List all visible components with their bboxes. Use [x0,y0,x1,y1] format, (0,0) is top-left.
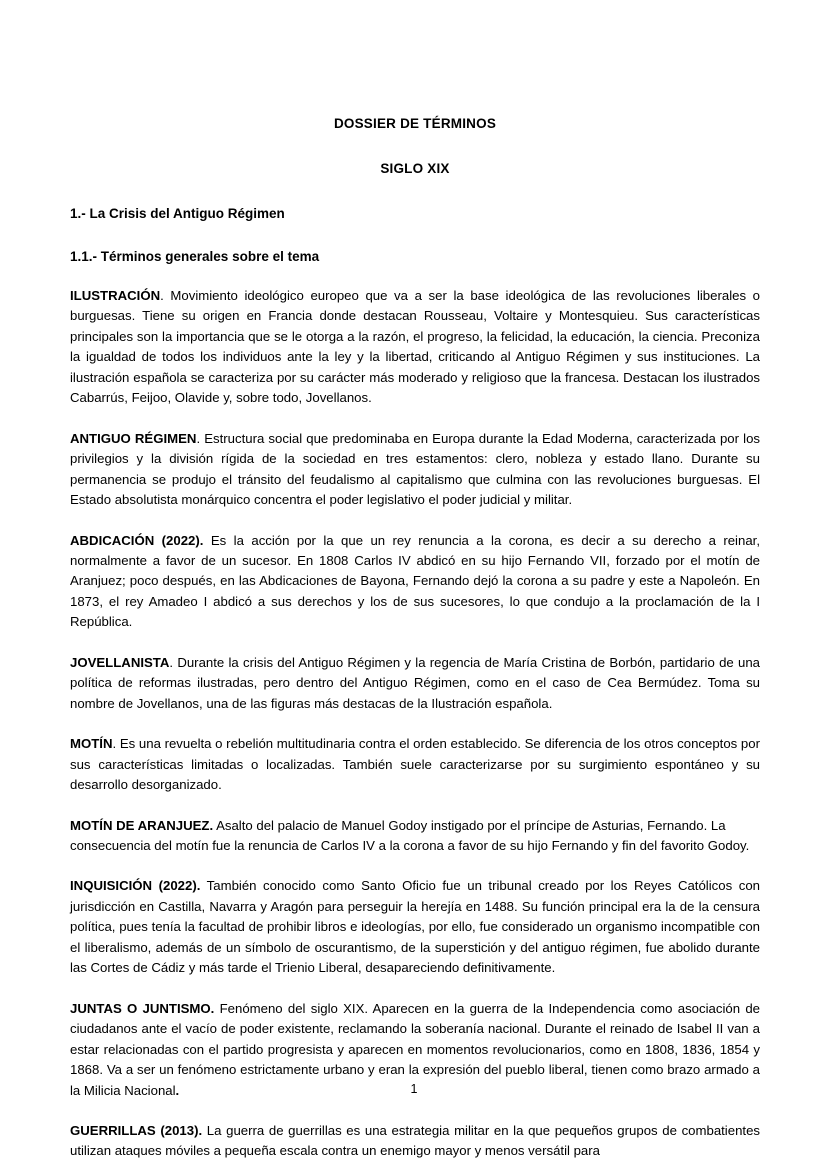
page-number: 1 [410,1082,418,1096]
term-label: MOTÍN DE ARANJUEZ. [70,817,214,833]
term-definition: Asalto del palacio de Manuel Godoy instigado por el príncipe de Asturias, Fernando. La consecuencia del motín fue la renuncia de Carlos IV a la corona a favor de su hijo Fernando y fin del favorito Godoy. [70,817,750,853]
term-definition: Es la acción por la que un rey renuncia a la corona, es decir a su derecho a reinar, normalmente a favor de un sucesor. En 1808 Carlos IV abdicó en su hijo Fernando VII, forzado por el motín de Aranjuez; poco después, en las Abdicaciones de Bayona, Fernando dejó la corona a su padre y este a Napoleón. En 1873, el rey Amadeo I abdicó a sus derechos y los de sus sucesores, lo que condujo a la proclamación de la I República. [70,532,760,630]
term-label: GUERRILLAS (2013). [70,1122,203,1138]
term-definition: Fenómeno del siglo XIX. Aparecen en la guerra de la Independencia como asociación de ciudadanos ante el vacío de poder existente, reclamando la soberanía nacional. Durante el reinado de Isabel II van a estar relacionadas con el partido progresista y aparecen en momentos revolucionarios, como en 1808, 1836, 1854 y 1868. Va a ser un fenómeno estrictamente urbano y eran la expresión del pueblo liberal, tienen como brazo armado a la Milicia Nacional [70,1000,760,1098]
term-entry [70,714,760,795]
term-separator: . [169,654,178,670]
term-entry [70,796,760,857]
term-label: ANTIGUO RÉGIMEN [70,430,197,446]
term-trailing-punctuation: . [175,1082,180,1098]
term-definition: Durante la crisis del Antiguo Régimen y la regencia de María Cristina de Borbón, partidario de una política de reformas ilustradas, pero dentro del Antiguo Régimen, como en el caso de Cea Bermúdez. Toma su nombre de Jovellanos, una de las figuras más destacas de la Ilustración española. [70,654,760,711]
term-entry [70,1101,760,1162]
term-entry [70,633,760,714]
term-definition: Es una revuelta o rebelión multitudinaria contra el orden establecido. Se diferencia de los otros conceptos por sus características limitadas o localizadas. También suele caracterizarse por su surgimiento espontáneo y su desarrollo desorganizado. [70,736,760,793]
term-definition: Estructura social que predominaba en Europa durante la Edad Moderna, caracterizada por los privilegios y la división rígida de la sociedad en tres estamentos: clero, nobleza y estado llano. Durante su permanencia se produjo el tránsito del feudalismo al capitalismo que culmina con las revoluciones burguesas. El Estado absolutista monárquico concentra el poder legislativo el poder judicial y militar. [70,430,760,508]
term-entry [70,511,760,633]
document-subtitle: SIGLO XIX [380,161,450,176]
subsection-heading-1-1: 1.1.- Términos generales sobre el tema [70,249,320,264]
term-entries-list [70,264,760,1162]
term-separator: . [196,430,205,446]
term-definition: La guerra de guerrillas es una estrategia militar en la que pequeños grupos de combatientes utilizan ataques móviles a pequeña escala contra un enemigo mayor y menos versátil para [70,1122,761,1159]
term-entry [70,264,760,409]
term-separator: . [160,288,171,303]
term-entry [70,856,760,978]
section-heading-1: 1.- La Crisis del Antiguo Régimen [70,206,285,221]
term-label: JUNTAS O JUNTISMO. [70,1000,215,1016]
term-label: JOVELLANISTA [70,654,170,670]
term-definition: Movimiento ideológico europeo que va a ser la base ideológica de las revoluciones liberales o burguesas. Tiene su origen en Francia donde destacan Rousseau, Voltaire y Montesquieu. Sus características principales son la importancia que se le otorga a la razón, el progreso, la felicidad, la educación, la ciencia. Preconiza la igualdad de todos los individuos ante la ley y la libertad, criticando al Antiguo Régimen y sus instituciones. La ilustración española se caracteriza por su carácter más moderado y religioso que la francesa. Destacan los ilustrados Cabarrús, Feijoo, Olavide y, sobre todo, Jovellanos. [70,288,760,406]
term-label: ILUSTRACIÓN [70,288,161,303]
term-definition: También conocido como Santo Oficio fue un tribunal creado por los Reyes Católicos con jurisdicción en Castilla, Navarra y Aragón para perseguir la herejía en 1488. Su función principal era la de la censura política, pues tenía la facultad de prohibir libros e ideologías, por ello, fue considerado un organismo incompatible con el liberalismo, además de un símbolo de oscurantismo, de la superstición y del antiguo régimen, fue abolido durante las Cortes de Cádiz y más tarde el Trienio Liberal, desapareciendo definitivamente. [70,878,760,976]
document-title: DOSSIER DE TÉRMINOS [333,116,497,131]
term-label: MOTÍN [70,736,113,752]
document-content [70,0,760,1162]
term-separator: . [112,736,120,752]
term-label: INQUISICIÓN (2022). [70,878,201,894]
term-entry [70,409,760,511]
term-separator [203,533,210,548]
term-label: ABDICACIÓN (2022). [70,532,204,548]
